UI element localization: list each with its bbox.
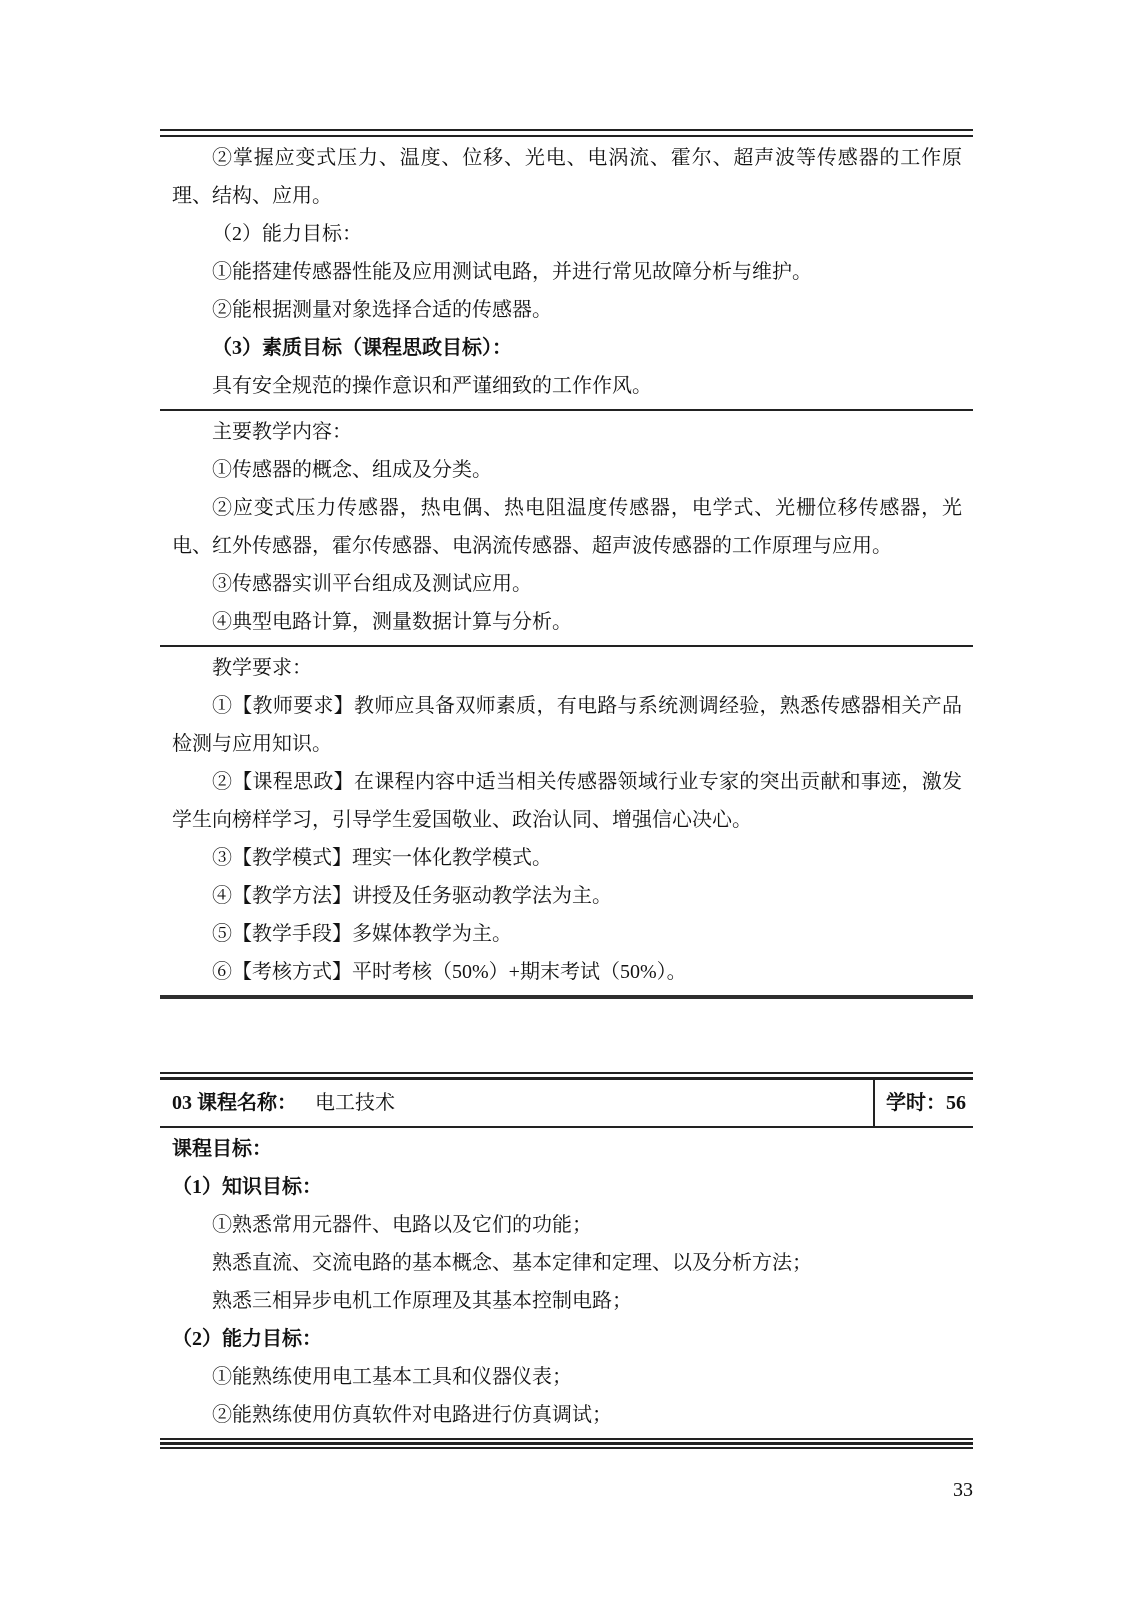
document-content <box>160 129 973 1449</box>
table1-requirements-row <box>160 647 973 995</box>
table2-top-border <box>160 1072 973 1080</box>
objective-knowledge-2: ②掌握应变式压力、温度、位移、光电、电涡流、霍尔、超声波等传感器的工作原理、结构、应用。 <box>172 147 962 207</box>
course-hours-cell <box>873 1080 973 1126</box>
content-heading: 主要教学内容： <box>212 421 352 443</box>
requirement-means: ⑤【教学手段】多媒体教学为主。 <box>212 923 512 945</box>
content-item-1: ①传感器的概念、组成及分类。 <box>212 459 492 481</box>
table2-bottom-border <box>160 1438 973 1449</box>
ability-goal-item-2: ②能熟练使用仿真软件对电路进行仿真调试； <box>212 1404 612 1426</box>
table1-content-row <box>160 411 973 645</box>
table1-top-border <box>160 129 973 137</box>
table2-body <box>160 1128 973 1438</box>
content-item-4: ④典型电路计算，测量数据计算与分析。 <box>212 611 572 633</box>
ability-goal-item-1: ①能熟练使用电工基本工具和仪器仪表； <box>212 1366 572 1388</box>
table1-objectives-row <box>160 137 973 409</box>
requirement-method: ④【教学方法】讲授及任务驱动教学法为主。 <box>212 885 612 907</box>
border-line <box>160 1447 973 1449</box>
border-line <box>160 1442 973 1445</box>
course-goal-heading: 课程目标： <box>172 1138 272 1160</box>
quality-goal-heading: （3）素质目标（课程思政目标）： <box>212 337 512 359</box>
course-name-cell <box>160 1080 873 1126</box>
requirements-heading: 教学要求： <box>212 657 312 679</box>
ability-goal-2: ②能根据测量对象选择合适的传感器。 <box>212 299 552 321</box>
knowledge-goal-2: 熟悉直流、交流电路的基本概念、基本定律和定理、以及分析方法； <box>212 1252 812 1274</box>
ability-goal-1: ①能搭建传感器性能及应用测试电路，并进行常见故障分析与维护。 <box>212 261 812 283</box>
requirement-mode: ③【教学模式】理实一体化教学模式。 <box>212 847 552 869</box>
table1-bottom-border <box>160 995 973 999</box>
course03-table <box>160 1072 973 1449</box>
knowledge-goal-1: ①熟悉常用元器件、电路以及它们的功能； <box>212 1214 592 1236</box>
course-hours-value: 学时：56 <box>886 1092 966 1114</box>
page-number: 33 <box>953 1479 973 1501</box>
requirement-teacher: ①【教师要求】教师应具备双师素质，有电路与系统测调经验，熟悉传感器相关产品检测与应用知识。 <box>172 695 962 755</box>
knowledge-goal-3: 熟悉三相异步电机工作原理及其基本控制电路； <box>212 1290 632 1312</box>
quality-goal-text: 具有安全规范的操作意识和严谨细致的工作作风。 <box>212 375 652 397</box>
requirement-ideology: ②【课程思政】在课程内容中适当相关传感器领域行业专家的突出贡献和事迹，激发学生向榜样学习，引导学生爱国敬业、政治认同、增强信心决心。 <box>172 771 962 831</box>
content-item-2: ②应变式压力传感器，热电偶、热电阻温度传感器，电学式、光栅位移传感器，光电、红外传感器，霍尔传感器、电涡流传感器、超声波传感器的工作原理与应用。 <box>172 497 962 557</box>
course-name-value: 电工技术 <box>315 1092 395 1114</box>
ability-goal-heading-2: （2）能力目标： <box>172 1328 322 1350</box>
table2-header-row <box>160 1080 973 1128</box>
course-number-label: 03 课程名称： <box>172 1092 297 1114</box>
content-item-3: ③传感器实训平台组成及测试应用。 <box>212 573 532 595</box>
requirement-assessment: ⑥【考核方式】平时考核（50%）+期末考试（50%）。 <box>212 961 687 983</box>
knowledge-goal-heading: （1）知识目标： <box>172 1176 322 1198</box>
course02-table <box>160 129 973 999</box>
ability-goal-heading: （2）能力目标： <box>212 223 362 245</box>
border-line <box>160 1438 973 1440</box>
